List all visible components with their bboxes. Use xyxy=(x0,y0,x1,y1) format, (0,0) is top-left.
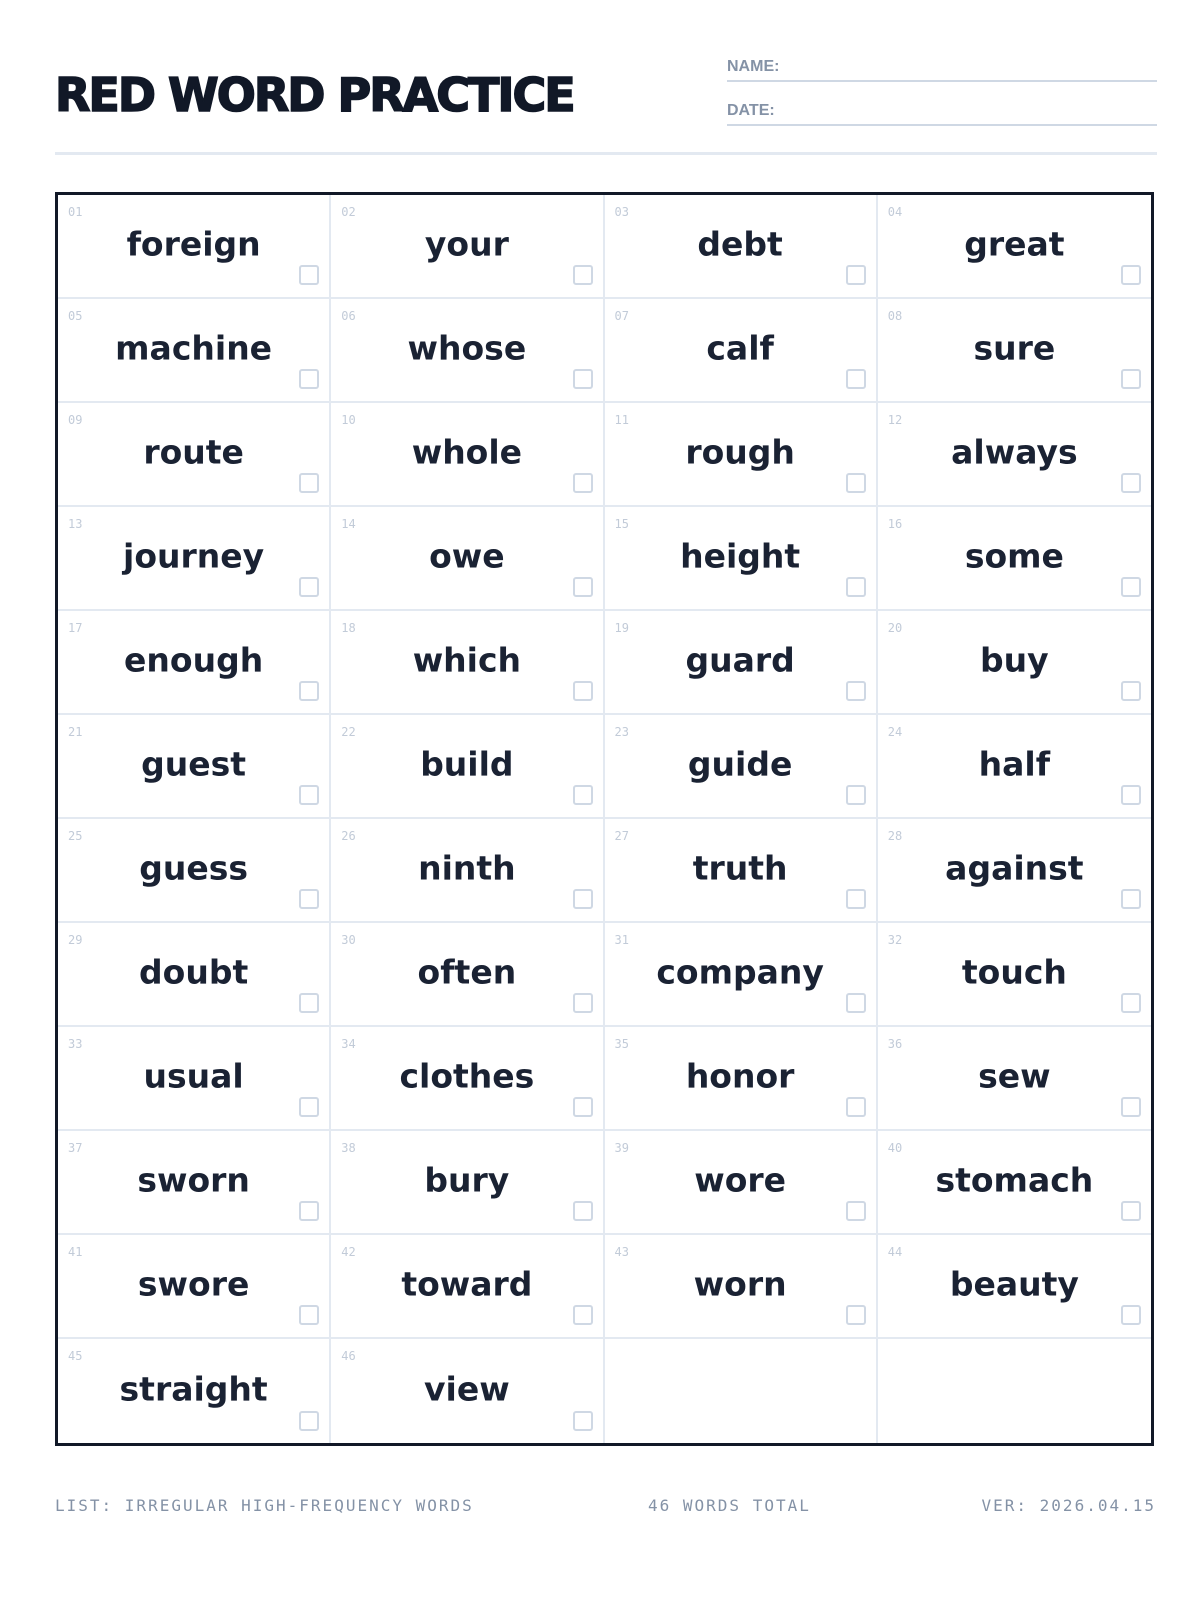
date-label: DATE: xyxy=(727,102,775,119)
word-text: sure xyxy=(973,328,1056,368)
word-number: 37 xyxy=(68,1141,83,1155)
word-number: 09 xyxy=(68,413,83,427)
word-text: wore xyxy=(694,1160,787,1200)
word-number: 28 xyxy=(887,829,903,843)
word-number: 40 xyxy=(887,1141,903,1155)
word-checkbox[interactable] xyxy=(1121,785,1141,805)
word-cell xyxy=(878,195,1151,299)
word-checkbox[interactable] xyxy=(299,1411,319,1431)
word-text: machine xyxy=(115,328,273,368)
word-checkbox[interactable] xyxy=(846,785,866,805)
word-text: always xyxy=(951,432,1078,472)
word-text: toward xyxy=(401,1264,533,1304)
word-checkbox[interactable] xyxy=(573,473,593,493)
word-number: 34 xyxy=(341,1037,356,1051)
word-cell xyxy=(605,299,878,403)
word-number: 02 xyxy=(341,205,356,219)
word-number: 46 xyxy=(341,1349,356,1363)
word-checkbox[interactable] xyxy=(846,889,866,909)
word-number: 44 xyxy=(887,1245,903,1259)
word-checkbox[interactable] xyxy=(1121,473,1141,493)
word-text: foreign xyxy=(126,224,261,264)
word-text: worn xyxy=(693,1264,787,1304)
word-cell xyxy=(58,1027,331,1131)
word-cell xyxy=(331,1131,604,1235)
word-checkbox[interactable] xyxy=(573,1305,593,1325)
word-number: 14 xyxy=(341,517,356,531)
name-field[interactable] xyxy=(727,56,1157,82)
date-field[interactable] xyxy=(727,100,1157,126)
word-text: ninth xyxy=(418,848,516,888)
word-number: 39 xyxy=(614,1141,629,1155)
word-cell xyxy=(331,715,604,819)
word-checkbox[interactable] xyxy=(1121,993,1141,1013)
word-number: 04 xyxy=(887,205,903,219)
word-number: 20 xyxy=(887,621,903,635)
empty-cell xyxy=(605,1339,878,1443)
word-cell xyxy=(878,1235,1151,1339)
word-checkbox[interactable] xyxy=(573,889,593,909)
word-checkbox[interactable] xyxy=(299,369,319,389)
empty-cell xyxy=(878,1339,1151,1443)
word-number: 06 xyxy=(341,309,356,323)
word-number: 21 xyxy=(68,725,83,739)
word-cell xyxy=(331,819,604,923)
word-checkbox[interactable] xyxy=(1121,681,1141,701)
word-cell xyxy=(605,819,878,923)
word-cell xyxy=(331,1027,604,1131)
word-checkbox[interactable] xyxy=(299,473,319,493)
word-number: 25 xyxy=(68,829,83,843)
word-text: guess xyxy=(139,848,249,888)
word-cell xyxy=(58,923,331,1027)
word-checkbox[interactable] xyxy=(573,785,593,805)
word-cell xyxy=(878,299,1151,403)
word-text: guest xyxy=(141,744,247,784)
worksheet-header xyxy=(55,40,1157,155)
word-cell xyxy=(58,299,331,403)
word-number: 36 xyxy=(887,1037,903,1051)
word-number: 24 xyxy=(887,725,903,739)
word-text: whose xyxy=(407,328,527,368)
word-text: straight xyxy=(119,1369,268,1409)
word-text: journey xyxy=(123,536,265,576)
word-checkbox[interactable] xyxy=(573,1411,593,1431)
word-number: 07 xyxy=(614,309,629,323)
word-checkbox[interactable] xyxy=(573,1201,593,1221)
word-number: 41 xyxy=(68,1245,83,1259)
word-checkbox[interactable] xyxy=(846,265,866,285)
word-number: 16 xyxy=(887,517,903,531)
word-number: 30 xyxy=(341,933,356,947)
word-cell xyxy=(58,1235,331,1339)
word-grid xyxy=(55,192,1154,1446)
word-text: sworn xyxy=(137,1160,250,1200)
word-cell xyxy=(331,299,604,403)
word-text: clothes xyxy=(399,1056,535,1096)
word-checkbox[interactable] xyxy=(299,785,319,805)
word-text: guard xyxy=(685,640,795,680)
word-cell xyxy=(605,403,878,507)
word-cell xyxy=(605,195,878,299)
word-text: touch xyxy=(961,952,1067,992)
word-text: guide xyxy=(687,744,793,784)
word-checkbox[interactable] xyxy=(846,681,866,701)
word-cell xyxy=(878,1027,1151,1131)
word-cell xyxy=(605,1027,878,1131)
word-number: 17 xyxy=(68,621,83,635)
word-cell xyxy=(878,507,1151,611)
word-cell xyxy=(331,507,604,611)
footer-word-count: 46 WORDS TOTAL xyxy=(648,1496,811,1515)
word-number: 05 xyxy=(68,309,83,323)
word-number: 26 xyxy=(341,829,356,843)
word-checkbox[interactable] xyxy=(299,1305,319,1325)
name-label: NAME: xyxy=(727,58,780,75)
word-checkbox[interactable] xyxy=(846,473,866,493)
word-checkbox[interactable] xyxy=(299,577,319,597)
word-cell xyxy=(605,923,878,1027)
word-text: enough xyxy=(124,640,264,680)
word-number: 13 xyxy=(68,517,83,531)
word-cell xyxy=(605,611,878,715)
word-number: 19 xyxy=(614,621,629,635)
word-number: 23 xyxy=(614,725,629,739)
word-text: half xyxy=(978,744,1051,784)
word-cell xyxy=(878,403,1151,507)
word-cell xyxy=(605,1131,878,1235)
word-number: 45 xyxy=(68,1349,83,1363)
word-checkbox[interactable] xyxy=(573,993,593,1013)
word-number: 27 xyxy=(614,829,629,843)
word-cell xyxy=(58,403,331,507)
word-number: 31 xyxy=(614,933,629,947)
word-cell xyxy=(58,611,331,715)
word-cell xyxy=(878,923,1151,1027)
word-checkbox[interactable] xyxy=(573,369,593,389)
word-text: doubt xyxy=(139,952,249,992)
word-checkbox[interactable] xyxy=(573,681,593,701)
footer-version: VER: 2026.04.15 xyxy=(981,1496,1156,1515)
word-text: rough xyxy=(685,432,795,472)
word-checkbox[interactable] xyxy=(299,889,319,909)
word-text: view xyxy=(424,1369,510,1409)
word-text: whole xyxy=(411,432,523,472)
word-cell xyxy=(58,1131,331,1235)
word-text: stomach xyxy=(935,1160,1094,1200)
word-checkbox[interactable] xyxy=(573,265,593,285)
word-checkbox[interactable] xyxy=(846,993,866,1013)
word-cell xyxy=(331,1235,604,1339)
word-cell xyxy=(58,507,331,611)
word-checkbox[interactable] xyxy=(1121,369,1141,389)
word-text: debt xyxy=(697,224,783,264)
word-number: 33 xyxy=(68,1037,83,1051)
word-text: great xyxy=(964,224,1065,264)
word-checkbox[interactable] xyxy=(846,1305,866,1325)
word-cell xyxy=(58,1339,331,1443)
word-checkbox[interactable] xyxy=(573,577,593,597)
word-number: 15 xyxy=(614,517,629,531)
word-cell xyxy=(331,403,604,507)
word-number: 43 xyxy=(614,1245,629,1259)
word-text: usual xyxy=(143,1056,244,1096)
word-number: 10 xyxy=(341,413,356,427)
word-cell xyxy=(878,715,1151,819)
word-number: 01 xyxy=(68,205,83,219)
word-cell xyxy=(58,195,331,299)
footer-list-label: LIST: IRREGULAR HIGH-FREQUENCY WORDS xyxy=(55,1496,474,1515)
word-text: height xyxy=(680,536,801,576)
word-number: 42 xyxy=(341,1245,356,1259)
word-text: route xyxy=(143,432,244,472)
word-text: your xyxy=(424,224,509,264)
word-number: 32 xyxy=(887,933,903,947)
word-text: bury xyxy=(424,1160,510,1200)
word-number: 29 xyxy=(68,933,83,947)
word-text: swore xyxy=(137,1264,250,1304)
word-number: 38 xyxy=(341,1141,356,1155)
word-checkbox[interactable] xyxy=(1121,1201,1141,1221)
word-checkbox[interactable] xyxy=(299,265,319,285)
word-checkbox[interactable] xyxy=(1121,1305,1141,1325)
word-cell xyxy=(58,715,331,819)
word-checkbox[interactable] xyxy=(846,1097,866,1117)
word-cell xyxy=(878,819,1151,923)
word-checkbox[interactable] xyxy=(1121,577,1141,597)
word-checkbox[interactable] xyxy=(299,1201,319,1221)
word-number: 12 xyxy=(887,413,903,427)
word-checkbox[interactable] xyxy=(299,1097,319,1117)
word-cell xyxy=(605,507,878,611)
word-number: 35 xyxy=(614,1037,629,1051)
word-checkbox[interactable] xyxy=(846,577,866,597)
word-cell xyxy=(878,1131,1151,1235)
word-text: build xyxy=(420,744,514,784)
word-text: often xyxy=(417,952,517,992)
word-cell xyxy=(331,923,604,1027)
word-checkbox[interactable] xyxy=(846,369,866,389)
word-number: 03 xyxy=(614,205,629,219)
word-checkbox[interactable] xyxy=(1121,265,1141,285)
word-cell xyxy=(605,1235,878,1339)
page-title: RED WORD PRACTICE xyxy=(55,68,574,122)
word-checkbox[interactable] xyxy=(573,1097,593,1117)
word-checkbox[interactable] xyxy=(1121,889,1141,909)
word-text: buy xyxy=(980,640,1049,680)
word-checkbox[interactable] xyxy=(1121,1097,1141,1117)
word-text: honor xyxy=(685,1056,795,1096)
word-number: 22 xyxy=(341,725,356,739)
word-text: owe xyxy=(429,536,505,576)
word-checkbox[interactable] xyxy=(299,993,319,1013)
word-text: some xyxy=(964,536,1064,576)
word-text: against xyxy=(945,848,1084,888)
word-text: company xyxy=(656,952,824,992)
word-cell xyxy=(605,715,878,819)
word-checkbox[interactable] xyxy=(299,681,319,701)
word-cell xyxy=(331,195,604,299)
word-text: which xyxy=(412,640,522,680)
word-cell xyxy=(331,1339,604,1443)
word-text: calf xyxy=(706,328,774,368)
word-text: sew xyxy=(978,1056,1051,1096)
word-checkbox[interactable] xyxy=(846,1201,866,1221)
word-text: truth xyxy=(692,848,788,888)
word-number: 11 xyxy=(614,413,629,427)
word-number: 18 xyxy=(341,621,356,635)
word-cell xyxy=(58,819,331,923)
word-text: beauty xyxy=(949,1264,1079,1304)
word-cell xyxy=(331,611,604,715)
word-cell xyxy=(878,611,1151,715)
word-number: 08 xyxy=(887,309,903,323)
